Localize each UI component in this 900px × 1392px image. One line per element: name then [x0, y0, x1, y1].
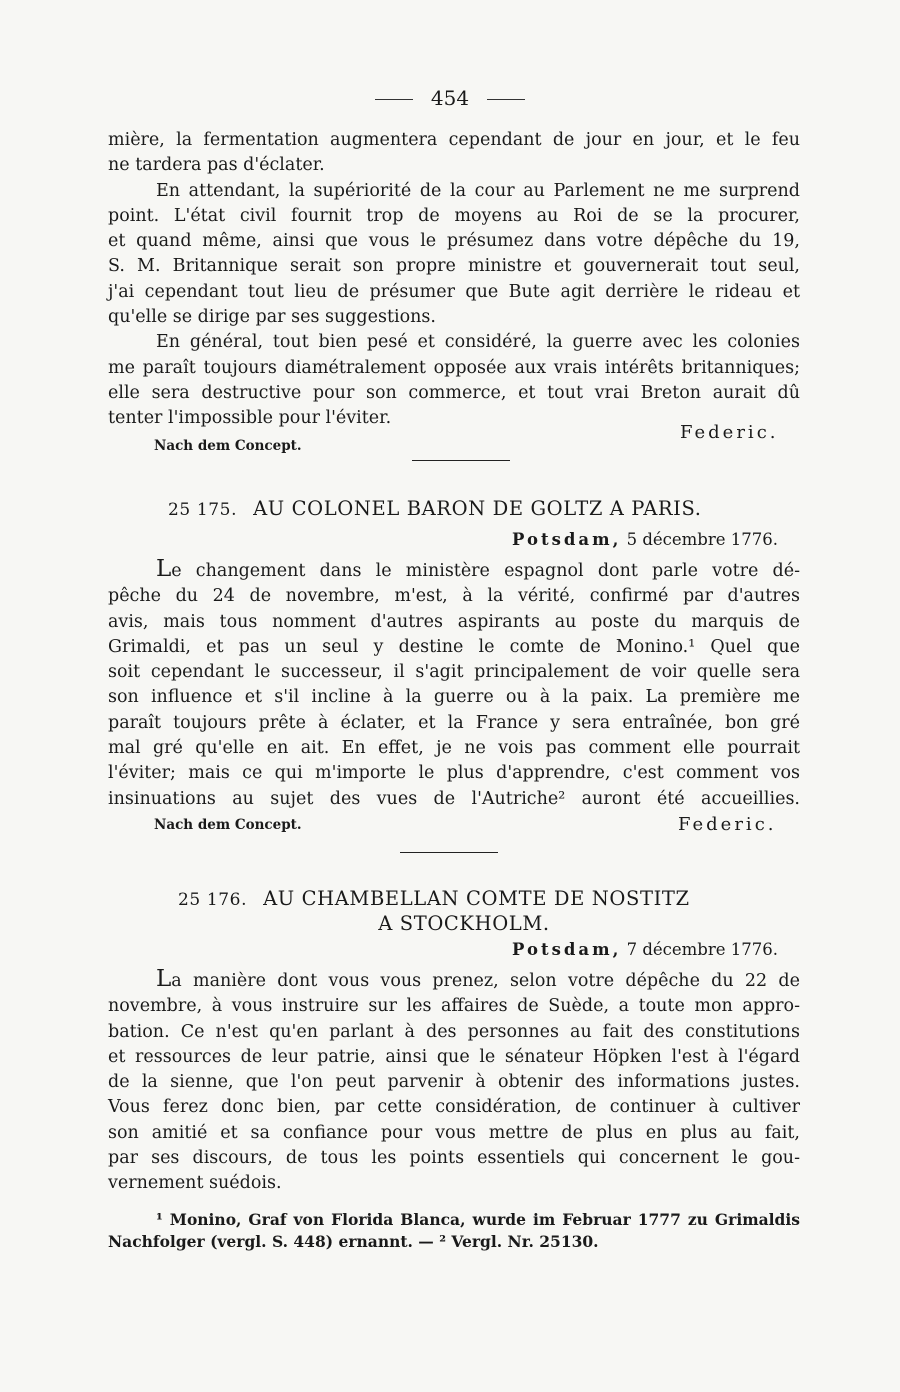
text-line: soit cependant le successeur, il s'agit principalement de voir quelle sera: [108, 662, 800, 683]
text-line: Le changement dans le ministère espagnol dont parle votre dé-: [156, 556, 800, 582]
dateline-place: Potsdam,: [512, 530, 622, 549]
source-note: Nach dem Concept.: [154, 438, 302, 454]
text-line: En attendant, la supériorité de la cour au Parlement ne me surprend: [156, 180, 800, 201]
text-line: paraît toujours prête à éclater, et la France y sera entraînée, bon gré: [108, 712, 800, 733]
dateline-date: 7 décembre 1776.: [626, 940, 778, 959]
text-line: point. L'état civil fournit trop de moyens au Roi de se la procurer,: [108, 205, 800, 226]
text-line: l'éviter; mais ce qui m'importe le plus d'apprendre, c'est comment vos: [108, 763, 800, 784]
text-line: novembre, à vous instruire sur les affaires de Suède, a toute mon appro-: [108, 996, 800, 1017]
signature: Federic.: [678, 814, 777, 835]
letter-number: 25 176.: [178, 890, 248, 910]
footnotes: [108, 1209, 800, 1253]
source-note: Nach dem Concept.: [154, 817, 302, 833]
text-line: et quand même, ainsi que vous le présumez dans votre dépêche du 19,: [108, 231, 800, 252]
text-line: mal gré qu'elle en ait. En effet, je ne vois pas comment elle pourrait: [108, 738, 800, 759]
page-number-dash-left: [375, 99, 413, 100]
letter-title: AU COLONEL BARON DE GOLTZ A PARIS.: [253, 497, 702, 520]
letter-title: AU CHAMBELLAN COMTE DE NOSTITZ: [263, 887, 690, 910]
footnote-line: ¹ Monino, Graf von Florida Blanca, wurde im Februar 1777 zu Grimaldis: [156, 1210, 800, 1229]
footnote-line: Nachfolger (vergl. S. 448) ernannt. — ² Vergl. Nr. 25130.: [108, 1232, 599, 1251]
text-line: elle sera destructive pour son commerce, et tout vrai Breton aurait dû: [108, 382, 800, 403]
intro-paragraph: [108, 128, 800, 432]
letter-number: 25 175.: [168, 500, 238, 520]
text-line: insinuations au sujet des vues de l'Autriche² auront été accueillies.: [108, 788, 800, 809]
section-divider: [400, 852, 498, 853]
text-line: Vous ferez donc bien, par cette considération, de continuer à cultiver: [108, 1097, 800, 1118]
dateline: [512, 940, 778, 959]
text-line: et ressources de leur patrie, ainsi que le sénateur Höpken l'est à l'égard: [108, 1046, 800, 1067]
letter-heading: [0, 887, 900, 910]
signature: Federic.: [680, 422, 779, 443]
dateline-place: Potsdam,: [512, 940, 622, 959]
text-line: avis, mais tous nomment d'autres aspirants au poste du marquis de: [108, 611, 800, 632]
text-line: ne tardera pas d'éclater.: [108, 155, 325, 176]
initial-letter: L: [156, 556, 172, 582]
dateline-date: 5 décembre 1776.: [626, 530, 778, 549]
text-line: bation. Ce n'est qu'en parlant à des personnes au fait des constitutions: [108, 1021, 800, 1042]
text-line: Grimaldi, et pas un seul y destine le comte de Monino.¹ Quel que: [108, 636, 800, 657]
text-line: La manière dont vous vous prenez, selon votre dépêche du 22 de: [156, 966, 800, 992]
text-line: vernement suédois.: [108, 1173, 282, 1194]
section-divider: [412, 460, 510, 461]
text-line: son influence et s'il incline à la guerre ou à la paix. La première me: [108, 687, 800, 708]
text-line: tenter l'impossible pour l'éviter.: [108, 408, 392, 429]
text-line: pêche du 24 de novembre, m'est, à la vérité, confirmé par d'autres: [108, 586, 800, 607]
text-line: par ses discours, de tous les points essentiels qui concernent le gou-: [108, 1148, 800, 1169]
text-line: mière, la fermentation augmentera cependant de jour en jour, et le feu: [108, 130, 800, 150]
text-line: qu'elle se dirige par ses suggestions.: [108, 307, 436, 328]
text-line: de la sienne, que l'on peut parvenir à obtenir des informations justes.: [108, 1072, 800, 1093]
text-line: me paraît toujours diamétralement opposée aux vrais intérêts britanniques;: [108, 357, 800, 378]
letter-heading: [0, 497, 900, 520]
letter-heading-line2: A STOCKHOLM.: [378, 912, 550, 935]
page-number-dash-right: [487, 99, 525, 100]
page-number: 454: [0, 86, 900, 110]
dateline: [512, 530, 778, 549]
initial-letter: L: [156, 966, 172, 992]
letter-body: [108, 967, 800, 1197]
letter-body: [108, 557, 800, 812]
text-line: j'ai cependant tout lieu de présumer que Bute agit derrière le rideau et: [108, 281, 800, 302]
text-line: En général, tout bien pesé et considéré, la guerre avec les colonies: [156, 332, 800, 353]
text-line: son amitié et sa confiance pour vous mettre de plus en plus au fait,: [108, 1122, 800, 1143]
text-line: S. M. Britannique serait son propre ministre et gouvernerait tout seul,: [108, 256, 800, 277]
